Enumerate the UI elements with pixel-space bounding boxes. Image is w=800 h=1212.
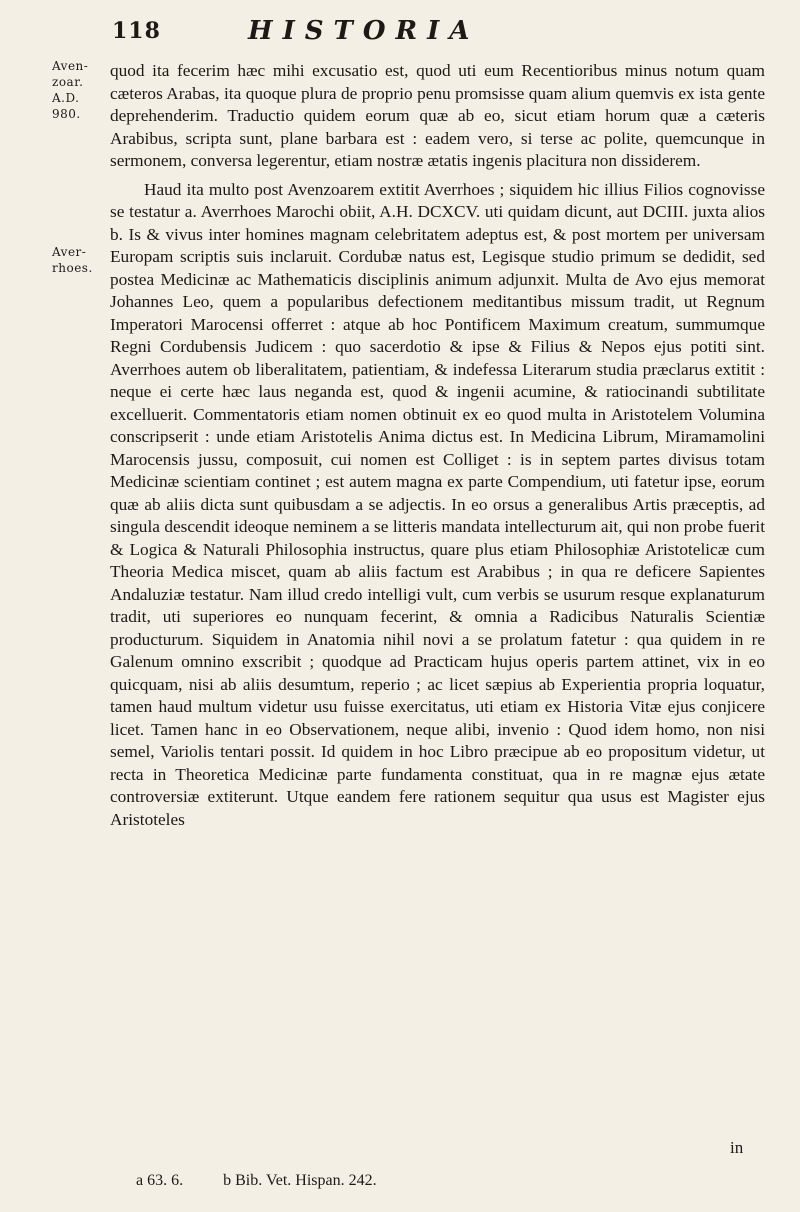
margin-note-line: rhoes.	[52, 261, 93, 275]
running-title: HISTORIA	[248, 16, 480, 46]
margin-note-averrhoes	[52, 244, 100, 276]
body-text	[110, 60, 765, 837]
footnotes	[136, 1172, 413, 1190]
page-number: 118	[112, 18, 161, 44]
footnote-a: a 63. 6.	[136, 1172, 184, 1189]
catchword: in	[730, 1138, 744, 1157]
margin-note-avenzoar	[52, 58, 100, 122]
paragraph-avenzoar: quod ita fecerim hæc mihi excusatio est, quod uti eum Recentioribus minus notum quam cæteros Arabas, ita quoque plura de proprio penu promsisse quam alium quemvis ex ista gente deprehenderim. Traductio quidem eorum quæ ab eo, sicut etiam horum quæ a cæteris Arabibus, scripta sunt, plane barbara est : eadem vero, si terse ac polite, quemcunque in sermonem, conversa legerentur, etiam nostræ ætatis ingenis placitura non dissiderem.	[110, 61, 765, 170]
margin-note-line: Aver-	[52, 245, 87, 259]
footnote-b: b Bib. Vet. Hispan. 242.	[223, 1172, 377, 1189]
paragraph-averrhoes: Haud ita multo post Avenzoarem extitit Averrhoes ; siquidem hic illius Filios cognovisse se testatur a. Averrhoes Marochi obiit, A.H. DCXCV. uti quidam dicunt, aut DCIII. juxta alios b. Is & vivus inter homines magnam celebritatem adeptus est, & post mortem per universam Europam scriptis suis inclaruit. Cordubæ natus est, Legisque studio primum se dedidit, sed postea Medicinæ ac Mathematicis disciplinis animum adjunxit. Multa de Avo ejus memorat Johannes Leo, quem a popularibus defectionem meditantibus missum tradit, ut Regnum Imperatori Marocensi offerret : atque ab hoc Pontificem Maximum creatum, summumque Regni Cordubensis Judicem : quo sacerdotio & ipse & Filius & Nepos ejus potiti sint. Averrhoes autem ob liberalitatem, patientiam, & indefessa Literarum studia præclarus extitit : neque ei certe hæc laus neganda est, quod & ingenii acumine, & ratiocinandi subtilitate excelluerit. Commentatoris etiam nomen obtinuit ex eo quod multa in Aristotelem Volumina conscripserit : unde etiam Aristotelis Anima dictus est. In Medicina Librum, Miramamolini Marocensis jussu, composuit, cui nomen est Colliget : is in septem partes divisus totam Medicinæ scientiam continet ; est autem magna ex parte Compendium, uti fatetur ipse, eorum quæ ab aliis dicta sunt quibusdam a se adjectis. In eo orsus a generalibus Artis præceptis, ad singula descendit ideoque neminem a se litteris mandata intellecturum ait, qui non probe fuerit & Logica & Naturali Philosophia instructus, quare plus etiam Philosophiæ Aristotelicæ cum Theoria Medica miscet, quam ab aliis factum est Arabibus ; in qua re deficere Sapientes Andaluziæ testatur. Nam illud credo intelligi vult, cum verbis se usurum resque explanaturum tradit, uti superiores eo nunquam fecerint, & omnia a Radicibus Naturalis Scientiæ producturum. Siquidem in Anatomia nihil novi a se prolatum fatetur : qua quidem in re Galenum omnino exscribit ; quodque ad Practicam hujus operis partem attinet, vix in eo quicquam, nisi ab aliis desumtum, reperio ; ac licet sæpius ab Experientia propria loquatur, tamen haud multum videtur usu fuisse exercitatus, uti etiam ex Historia Vitæ ejus conjicere licet. Tamen hanc in eo Observationem, neque alibi, invenio : Quod idem homo, non nisi semel, Variolis tentari possit. Id quidem in hoc Libro præcipue ab eo propositum videtur, ut recta in Theoretica Medicinæ parte fundamenta constituat, qua in re magnæ ejus ætate controversiæ extiterunt. Utque eandem fere rationem sequitur qua usus est Magister ejus Aristoteles	[110, 179, 765, 829]
margin-note-line: Aven-	[52, 59, 89, 73]
margin-note-line: A.D.	[52, 91, 80, 105]
margin-note-line: zoar.	[52, 75, 84, 89]
margin-note-line: 980.	[52, 107, 81, 121]
page-header	[0, 14, 800, 54]
